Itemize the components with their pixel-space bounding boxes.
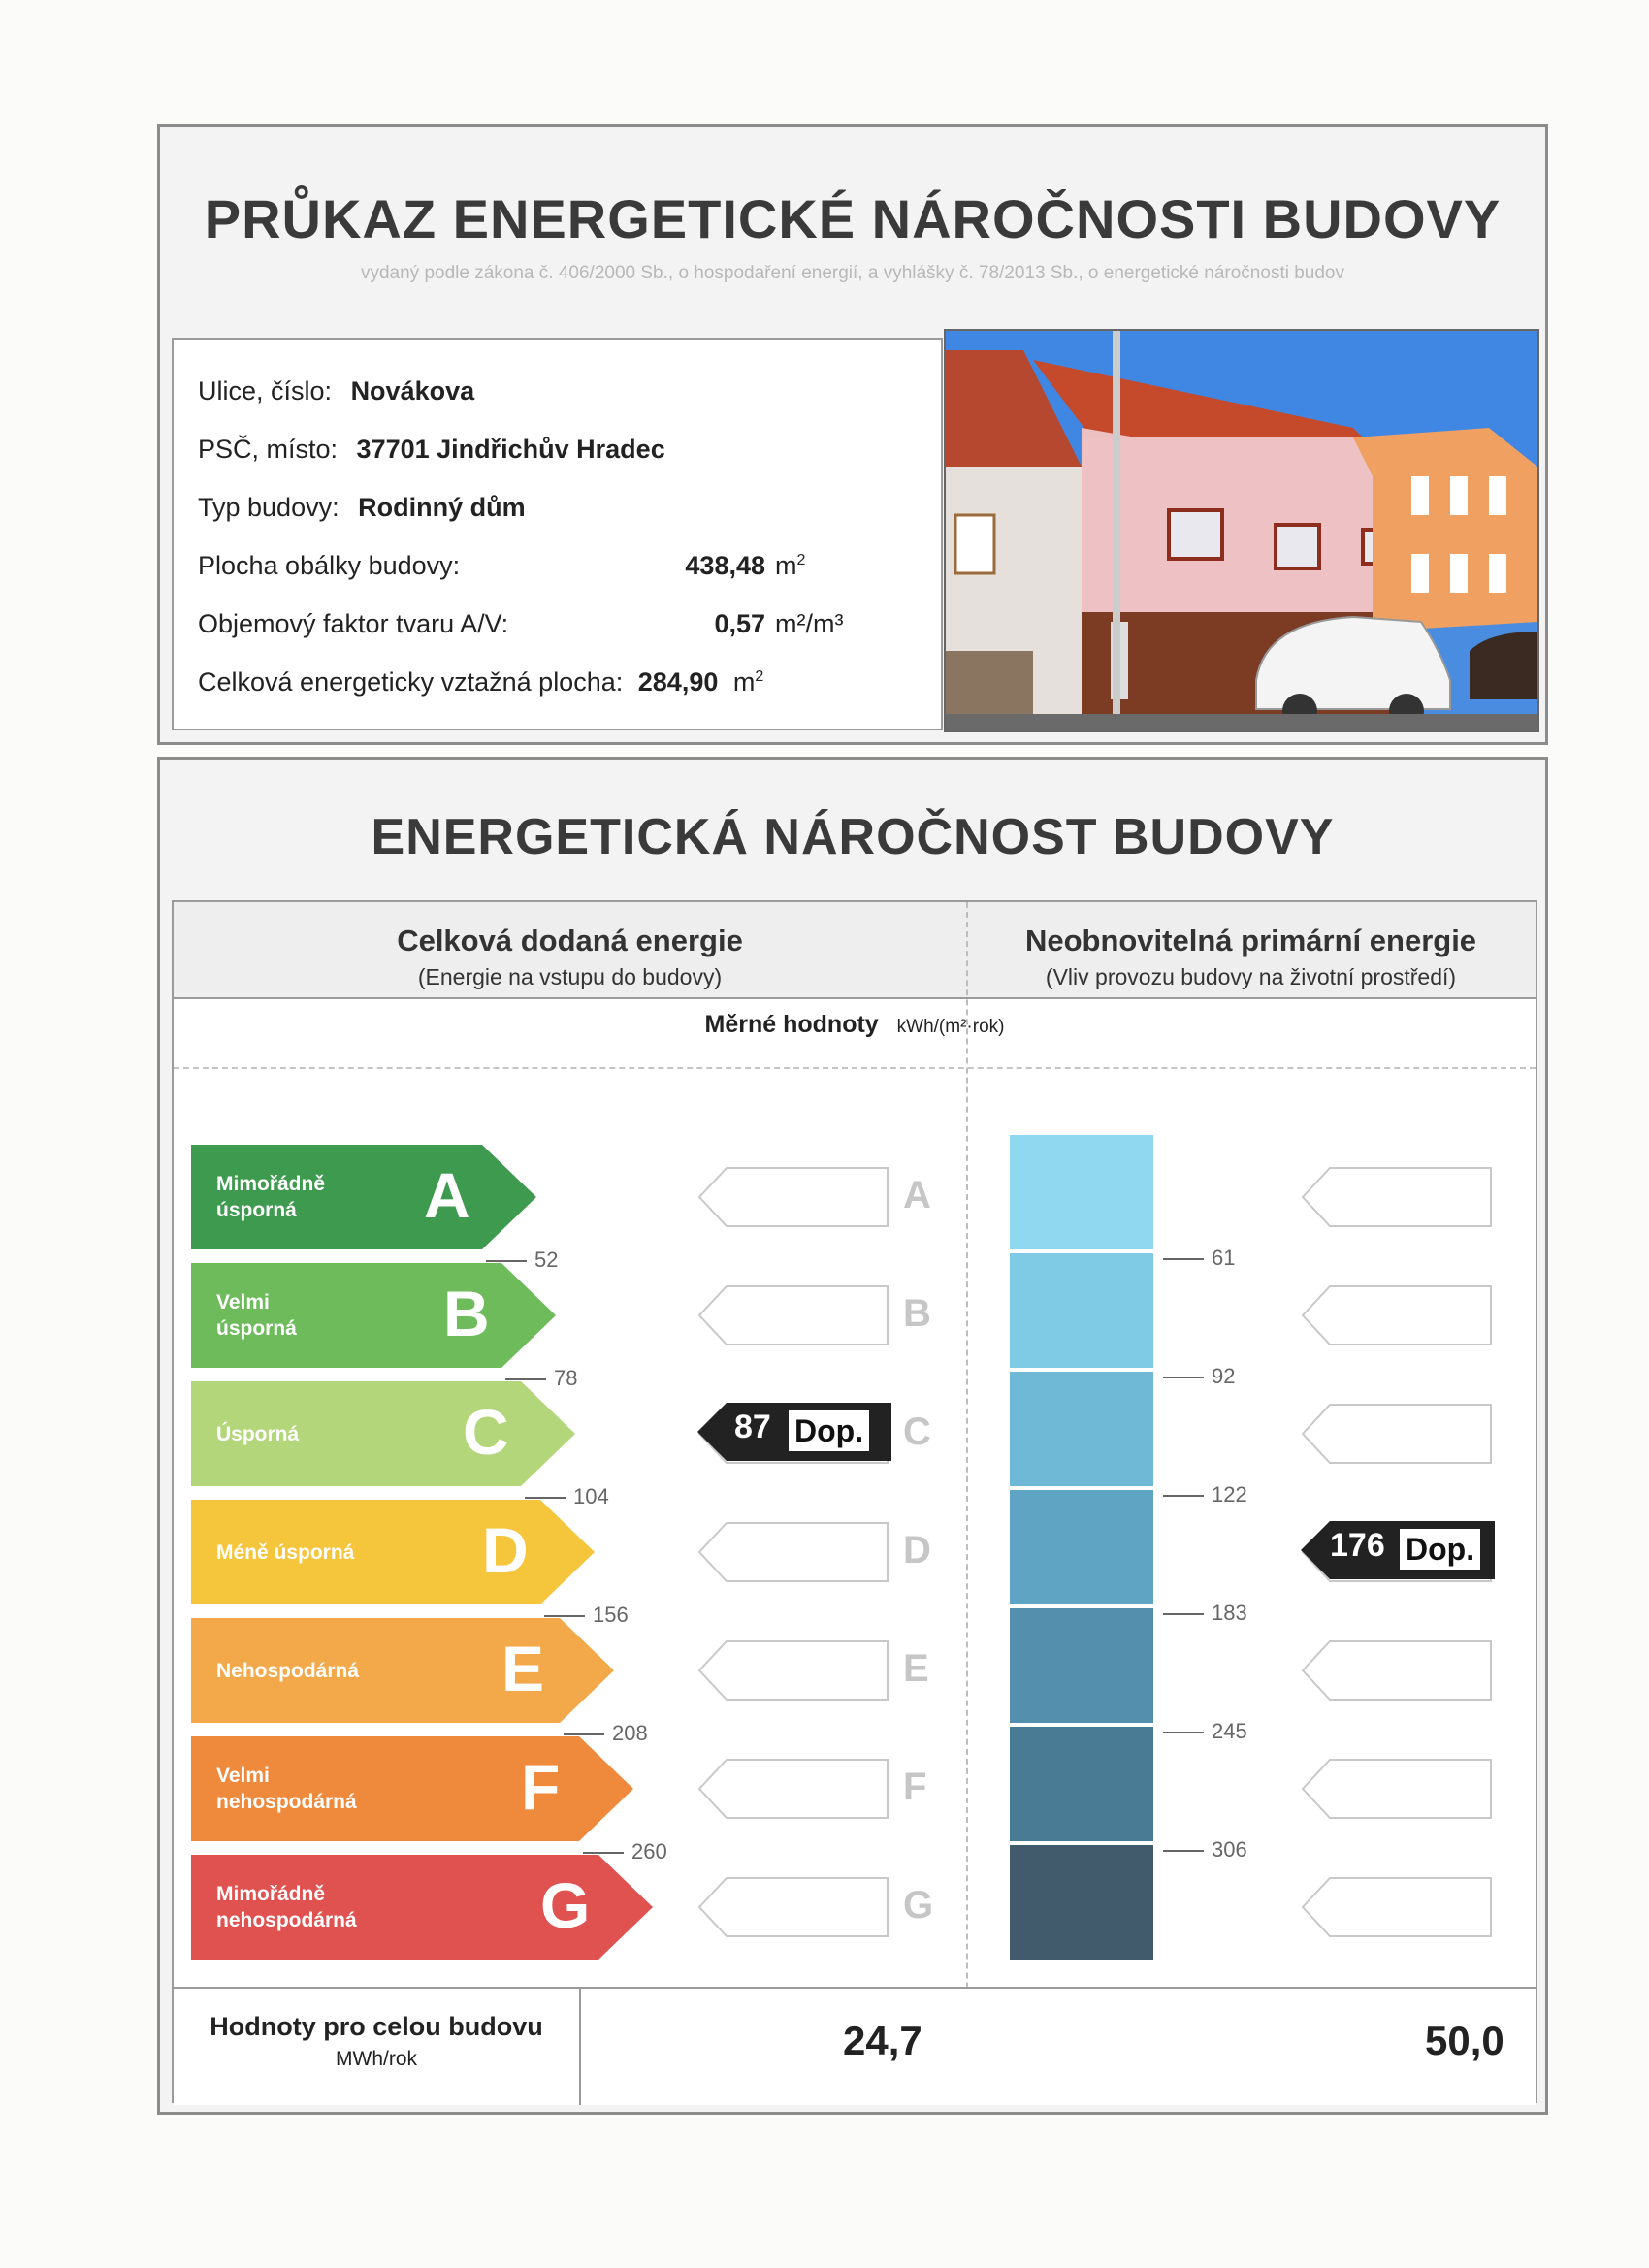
delivered-class-letter-d: D (903, 1529, 931, 1571)
whole-building-label: Hodnoty pro celou budovu (210, 2012, 543, 2041)
primary-marker-slot-e (1301, 1639, 1495, 1701)
primary-threshold: 92 (1163, 1364, 1235, 1389)
building-photo-illustration (946, 331, 1537, 730)
primary-marker-slot-c (1301, 1403, 1495, 1465)
area-value: 284,90 (637, 667, 719, 697)
specific-values-unit: kWh/(m²·rok) (896, 1017, 1005, 1037)
energy-class-label-c: Úsporná (216, 1422, 300, 1445)
street-row (198, 376, 474, 406)
caption-divider (174, 1067, 1536, 1069)
energy-class-label-b: Velmi úsporná (216, 1291, 297, 1340)
envelope-unit: $m^2$ (775, 551, 806, 580)
primary-energy-title: Neobnovitelná primární energie (1024, 923, 1477, 957)
envelope-row (198, 551, 460, 581)
energy-class-letter-a: A (424, 1159, 470, 1231)
delivered-class-letter-f: F (903, 1766, 927, 1808)
energy-performance-section (157, 757, 1548, 2115)
primary-scale-segment-e (1010, 1608, 1153, 1723)
rating-panel (172, 900, 1537, 2103)
delivered-marker-slot-f (697, 1758, 891, 1820)
primary-threshold: 61 (1163, 1246, 1235, 1271)
specific-values-caption (174, 1011, 1536, 1039)
delivered-marker-slot-b (697, 1284, 891, 1346)
energy-class-label-f: Velmi nehospodárná (216, 1765, 357, 1813)
envelope-label: Plocha obálky budovy: (198, 551, 461, 580)
energy-class-letter-f: F (521, 1751, 561, 1823)
whole-building-footer (174, 1987, 1536, 2105)
primary-scale-segment-a (1010, 1135, 1153, 1249)
delivered-threshold: 52 (486, 1247, 558, 1273)
primary-energy-marker-tag: Dop. (1398, 1527, 1482, 1571)
primary-marker-slot-g (1301, 1876, 1495, 1938)
primary-scale-segment-c (1010, 1372, 1153, 1486)
primary-scale-segment-g (1010, 1845, 1153, 1960)
delivered-energy-title: Celková dodaná energie (397, 923, 743, 957)
delivered-threshold: 260 (583, 1839, 667, 1864)
shape-unit: m²/m³ (775, 609, 844, 638)
delivered-class-letter-c: C (903, 1410, 931, 1453)
energy-class-letter-b: B (443, 1278, 490, 1349)
delivered-energy-header (174, 902, 966, 999)
certificate-header-section (157, 124, 1548, 745)
primary-marker-slot-a (1301, 1166, 1495, 1228)
energy-class-letter-d: D (482, 1514, 529, 1586)
primary-threshold: 183 (1163, 1601, 1247, 1626)
area-label: Celková energeticky vztažná plocha: (198, 667, 624, 697)
whole-building-label-cell (174, 1989, 581, 2105)
primary-energy-marker-value: 176 (1330, 1527, 1385, 1564)
delivered-class-letter-a: A (903, 1174, 931, 1216)
delivered-marker-slot-e (697, 1639, 891, 1701)
delivered-energy-marker-value: 87 (734, 1409, 771, 1445)
delivered-class-letter-g: G (903, 1884, 934, 1927)
delivered-marker-slot-g (697, 1876, 891, 1938)
primary-scale-segment-b (1010, 1253, 1153, 1368)
energy-class-letter-e: E (501, 1633, 545, 1704)
delivered-energy-total: 24,7 (843, 2018, 922, 2063)
delivered-class-letter-b: B (903, 1292, 931, 1335)
building-info-box (172, 338, 943, 730)
shape-row (198, 609, 508, 639)
delivered-marker-slot-a (697, 1166, 891, 1228)
energy-class-label-e: Nehospodárná (216, 1659, 360, 1682)
delivered-threshold: 104 (525, 1484, 609, 1509)
primary-marker-slot-f (1301, 1758, 1495, 1820)
energy-class-label-d: Méně úsporná (216, 1540, 355, 1564)
envelope-value: 438,48 (685, 551, 765, 580)
primary-threshold: 306 (1163, 1837, 1247, 1863)
delivered-threshold: 156 (544, 1603, 629, 1628)
building-photo (944, 329, 1539, 732)
primary-energy-description: (Vliv provozu budovy na životní prostředí) (1045, 964, 1457, 989)
certificate-title: PRŮKAZ ENERGETICKÉ NÁROČNOSTI BUDOVY (204, 188, 1502, 249)
street-value: Novákova (350, 376, 475, 405)
area-row (198, 667, 763, 697)
whole-building-unit: MWh/rok (336, 2048, 417, 2070)
specific-values-label: Měrné hodnoty (704, 1011, 879, 1038)
delivered-marker-slot-d (697, 1521, 891, 1583)
city-label: PSČ, místo: (198, 435, 339, 464)
type-value: Rodinný dům (358, 493, 526, 522)
primary-energy-header (966, 902, 1536, 999)
shape-label: Objemový faktor tvaru A/V: (198, 609, 509, 638)
column-divider (966, 902, 968, 2105)
energy-class-letter-g: G (540, 1869, 591, 1941)
delivered-energy-marker-tag: Dop. (787, 1409, 871, 1453)
delivered-energy-marker (697, 1403, 891, 1461)
type-row (198, 493, 526, 523)
delivered-threshold: 208 (564, 1721, 648, 1746)
section-title: ENERGETICKÁ NÁROČNOST BUDOVY (371, 809, 1335, 865)
shape-value: 0,57 (714, 609, 765, 638)
certificate-subtitle: vydaný podle zákona č. 406/2000 Sb., o hospodaření energií, a vyhlášky č. 78/2013 Sb., o energetické náročnosti budov (360, 263, 1344, 283)
primary-marker-slot-b (1301, 1284, 1495, 1346)
area-unit: $m^2$ (732, 667, 764, 697)
delivered-class-letter-e: E (903, 1647, 929, 1690)
primary-energy-marker (1301, 1521, 1495, 1579)
energy-class-label-g: Mimořádně nehospodárná (216, 1883, 357, 1931)
primary-energy-total: 50,0 (1425, 2018, 1504, 2063)
primary-threshold: 245 (1163, 1719, 1247, 1744)
delivered-threshold: 78 (505, 1366, 577, 1391)
primary-threshold: 122 (1163, 1482, 1247, 1507)
city-value: 37701 Jindřichův Hradec (356, 435, 665, 464)
energy-class-letter-c: C (463, 1396, 509, 1468)
street-label: Ulice, číslo: (198, 376, 333, 405)
delivered-energy-description: (Energie na vstupu do budovy) (417, 964, 723, 989)
primary-scale-segment-f (1010, 1727, 1153, 1841)
city-row (198, 435, 665, 465)
energy-class-label-a: Mimořádně úsporná (216, 1173, 326, 1221)
type-label: Typ budovy: (198, 493, 340, 522)
primary-scale-segment-d (1010, 1490, 1153, 1604)
